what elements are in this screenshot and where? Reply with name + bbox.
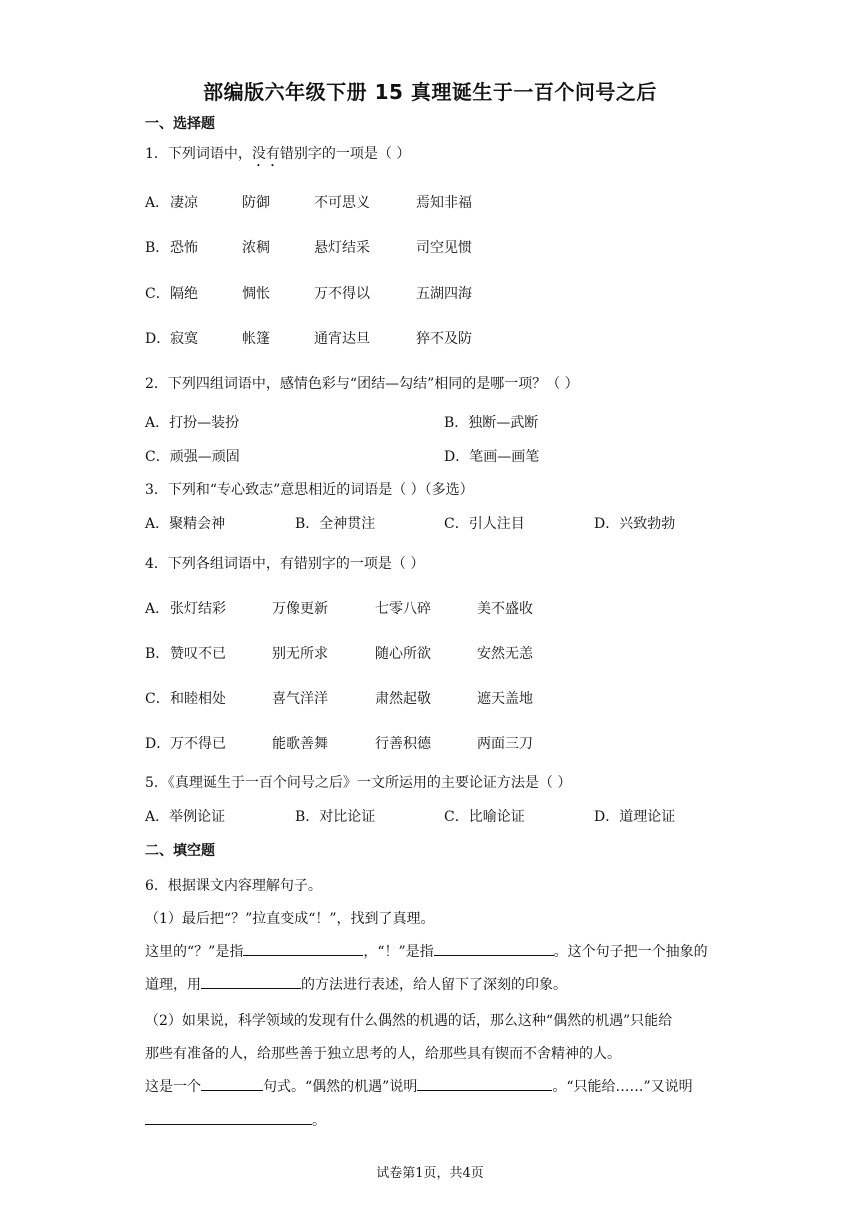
question-6-line-2 bbox=[145, 974, 567, 994]
option-word: 凄凉 bbox=[170, 195, 198, 211]
question-3-option-a: A．聚精会神 bbox=[145, 516, 226, 532]
option-label: A． bbox=[145, 195, 170, 211]
question-1-stem-end: 错别字的一项是（ ） bbox=[279, 146, 411, 162]
option-word: 遮天盖地 bbox=[477, 691, 533, 707]
option-word: 两面三刀 bbox=[477, 736, 533, 752]
option-word: 喜气洋洋 bbox=[272, 691, 328, 707]
option-word: 肃然起敬 bbox=[375, 691, 431, 707]
option-word: 猝不及防 bbox=[416, 331, 472, 347]
question-6-line-1 bbox=[145, 941, 708, 961]
question-2-stem: 2．下列四组词语中，感情色彩与“团结—勾结”相同的是哪一项？（ ） bbox=[145, 376, 579, 392]
question-1-stem-start: 1．下列词语中， bbox=[145, 146, 252, 162]
answer-blank[interactable] bbox=[145, 1110, 312, 1125]
option-word: 悬灯结采 bbox=[314, 240, 370, 256]
text-segment: 句式。“偶然的机遇”说明 bbox=[263, 1079, 418, 1095]
answer-blank[interactable] bbox=[201, 974, 301, 989]
text-segment: 的方法进行表述，给人留下了深刻的印象。 bbox=[301, 977, 567, 993]
question-6-part-2-line-1: （2）如果说，科学领域的发现有什么偶然的机遇的话，那么这种“偶然的机遇”只能给 bbox=[145, 1013, 673, 1029]
answer-blank[interactable] bbox=[243, 941, 363, 956]
question-2-option-a: A．打扮—装扮 bbox=[145, 415, 240, 431]
text-segment: 。这个句子把一个抽象的 bbox=[553, 944, 708, 960]
option-word: 防御 bbox=[242, 195, 270, 211]
text-segment: ，“！”是指 bbox=[363, 944, 434, 960]
option-word: 万不得已 bbox=[170, 736, 226, 752]
option-word: 安然无恙 bbox=[477, 646, 533, 662]
option-label: B． bbox=[145, 240, 170, 256]
question-3-stem: 3．下列和“专心致志”意思相近的词语是（ ）（多选） bbox=[145, 482, 474, 498]
option-word: 浓稠 bbox=[242, 240, 270, 256]
question-6-part-2-line-2: 那些有准备的人，给那些善于独立思考的人，给那些具有锲而不舍精神的人。 bbox=[145, 1046, 621, 1062]
question-1-stem bbox=[145, 143, 410, 170]
section-heading-fill: 二、填空题 bbox=[145, 843, 215, 859]
answer-blank[interactable] bbox=[434, 941, 554, 956]
option-word: 帐篷 bbox=[242, 331, 270, 347]
option-word: 行善积德 bbox=[375, 736, 431, 752]
question-3-option-c: C．引人注目 bbox=[444, 516, 525, 532]
section-heading-choice: 一、选择题 bbox=[145, 116, 215, 132]
text-segment: 这是一个 bbox=[145, 1079, 201, 1095]
option-word: 七零八碎 bbox=[375, 601, 431, 617]
question-5-stem: 5．《真理诞生于一百个问号之后》一文所运用的主要论证方法是（ ） bbox=[145, 775, 572, 791]
question-5-option-d: D．道理论证 bbox=[594, 809, 676, 825]
option-word: 美不盛收 bbox=[477, 601, 533, 617]
option-word: 和睦相处 bbox=[170, 691, 226, 707]
option-word: 不可思义 bbox=[314, 195, 370, 211]
option-word: 万不得以 bbox=[314, 286, 370, 302]
question-2-option-b: B．独断—武断 bbox=[444, 415, 539, 431]
option-word: 张灯结彩 bbox=[170, 601, 226, 617]
option-word: 万像更新 bbox=[272, 601, 328, 617]
option-word: 隔绝 bbox=[170, 286, 198, 302]
text-segment: 这里的“？”是指 bbox=[145, 944, 244, 960]
option-word: 随心所欲 bbox=[375, 646, 431, 662]
option-label: D． bbox=[145, 331, 171, 347]
question-6-part-1: （1）最后把“？”拉直变成“！”，找到了真理。 bbox=[145, 911, 435, 927]
page-footer: 试卷第1页，共4页 bbox=[376, 1166, 484, 1181]
question-6-stem: 6．根据课文内容理解句子。 bbox=[145, 878, 322, 894]
option-label: C． bbox=[145, 691, 170, 707]
question-1-emphasis: 没有 bbox=[251, 146, 280, 162]
option-label: D． bbox=[145, 736, 171, 752]
page-title: 部编版六年级下册 15 真理诞生于一百个问号之后 bbox=[203, 80, 657, 104]
question-4-stem: 4．下列各组词语中，有错别字的一项是（ ） bbox=[145, 556, 425, 572]
option-word: 焉知非福 bbox=[416, 195, 472, 211]
option-label: A． bbox=[145, 601, 170, 617]
question-2-option-d: D．笔画—画笔 bbox=[444, 449, 540, 465]
option-word: 寂寞 bbox=[170, 331, 198, 347]
text-segment: 。“只能给……”又说明 bbox=[552, 1079, 693, 1095]
text-segment: 。 bbox=[312, 1113, 326, 1129]
answer-blank[interactable] bbox=[201, 1076, 263, 1091]
question-2-option-c: C．顽强—顽固 bbox=[145, 449, 240, 465]
question-5-option-b: B．对比论证 bbox=[295, 809, 376, 825]
question-6-part-2-line-4 bbox=[145, 1110, 326, 1130]
question-5-option-c: C．比喻论证 bbox=[444, 809, 525, 825]
option-word: 赞叹不已 bbox=[170, 646, 226, 662]
option-word: 司空见惯 bbox=[416, 240, 472, 256]
text-segment: 道理，用 bbox=[145, 977, 201, 993]
question-3-option-b: B．全神贯注 bbox=[295, 516, 376, 532]
option-word: 通宵达旦 bbox=[314, 331, 370, 347]
question-5-option-a: A．举例论证 bbox=[145, 809, 226, 825]
option-word: 恐怖 bbox=[170, 240, 198, 256]
option-word: 惆怅 bbox=[242, 286, 270, 302]
option-word: 能歌善舞 bbox=[272, 736, 328, 752]
question-6-part-2-line-3 bbox=[145, 1076, 693, 1096]
answer-blank[interactable] bbox=[417, 1076, 552, 1091]
option-word: 别无所求 bbox=[272, 646, 328, 662]
option-label: C． bbox=[145, 286, 170, 302]
option-word: 五湖四海 bbox=[416, 286, 472, 302]
question-3-option-d: D．兴致勃勃 bbox=[594, 516, 676, 532]
option-label: B． bbox=[145, 646, 170, 662]
